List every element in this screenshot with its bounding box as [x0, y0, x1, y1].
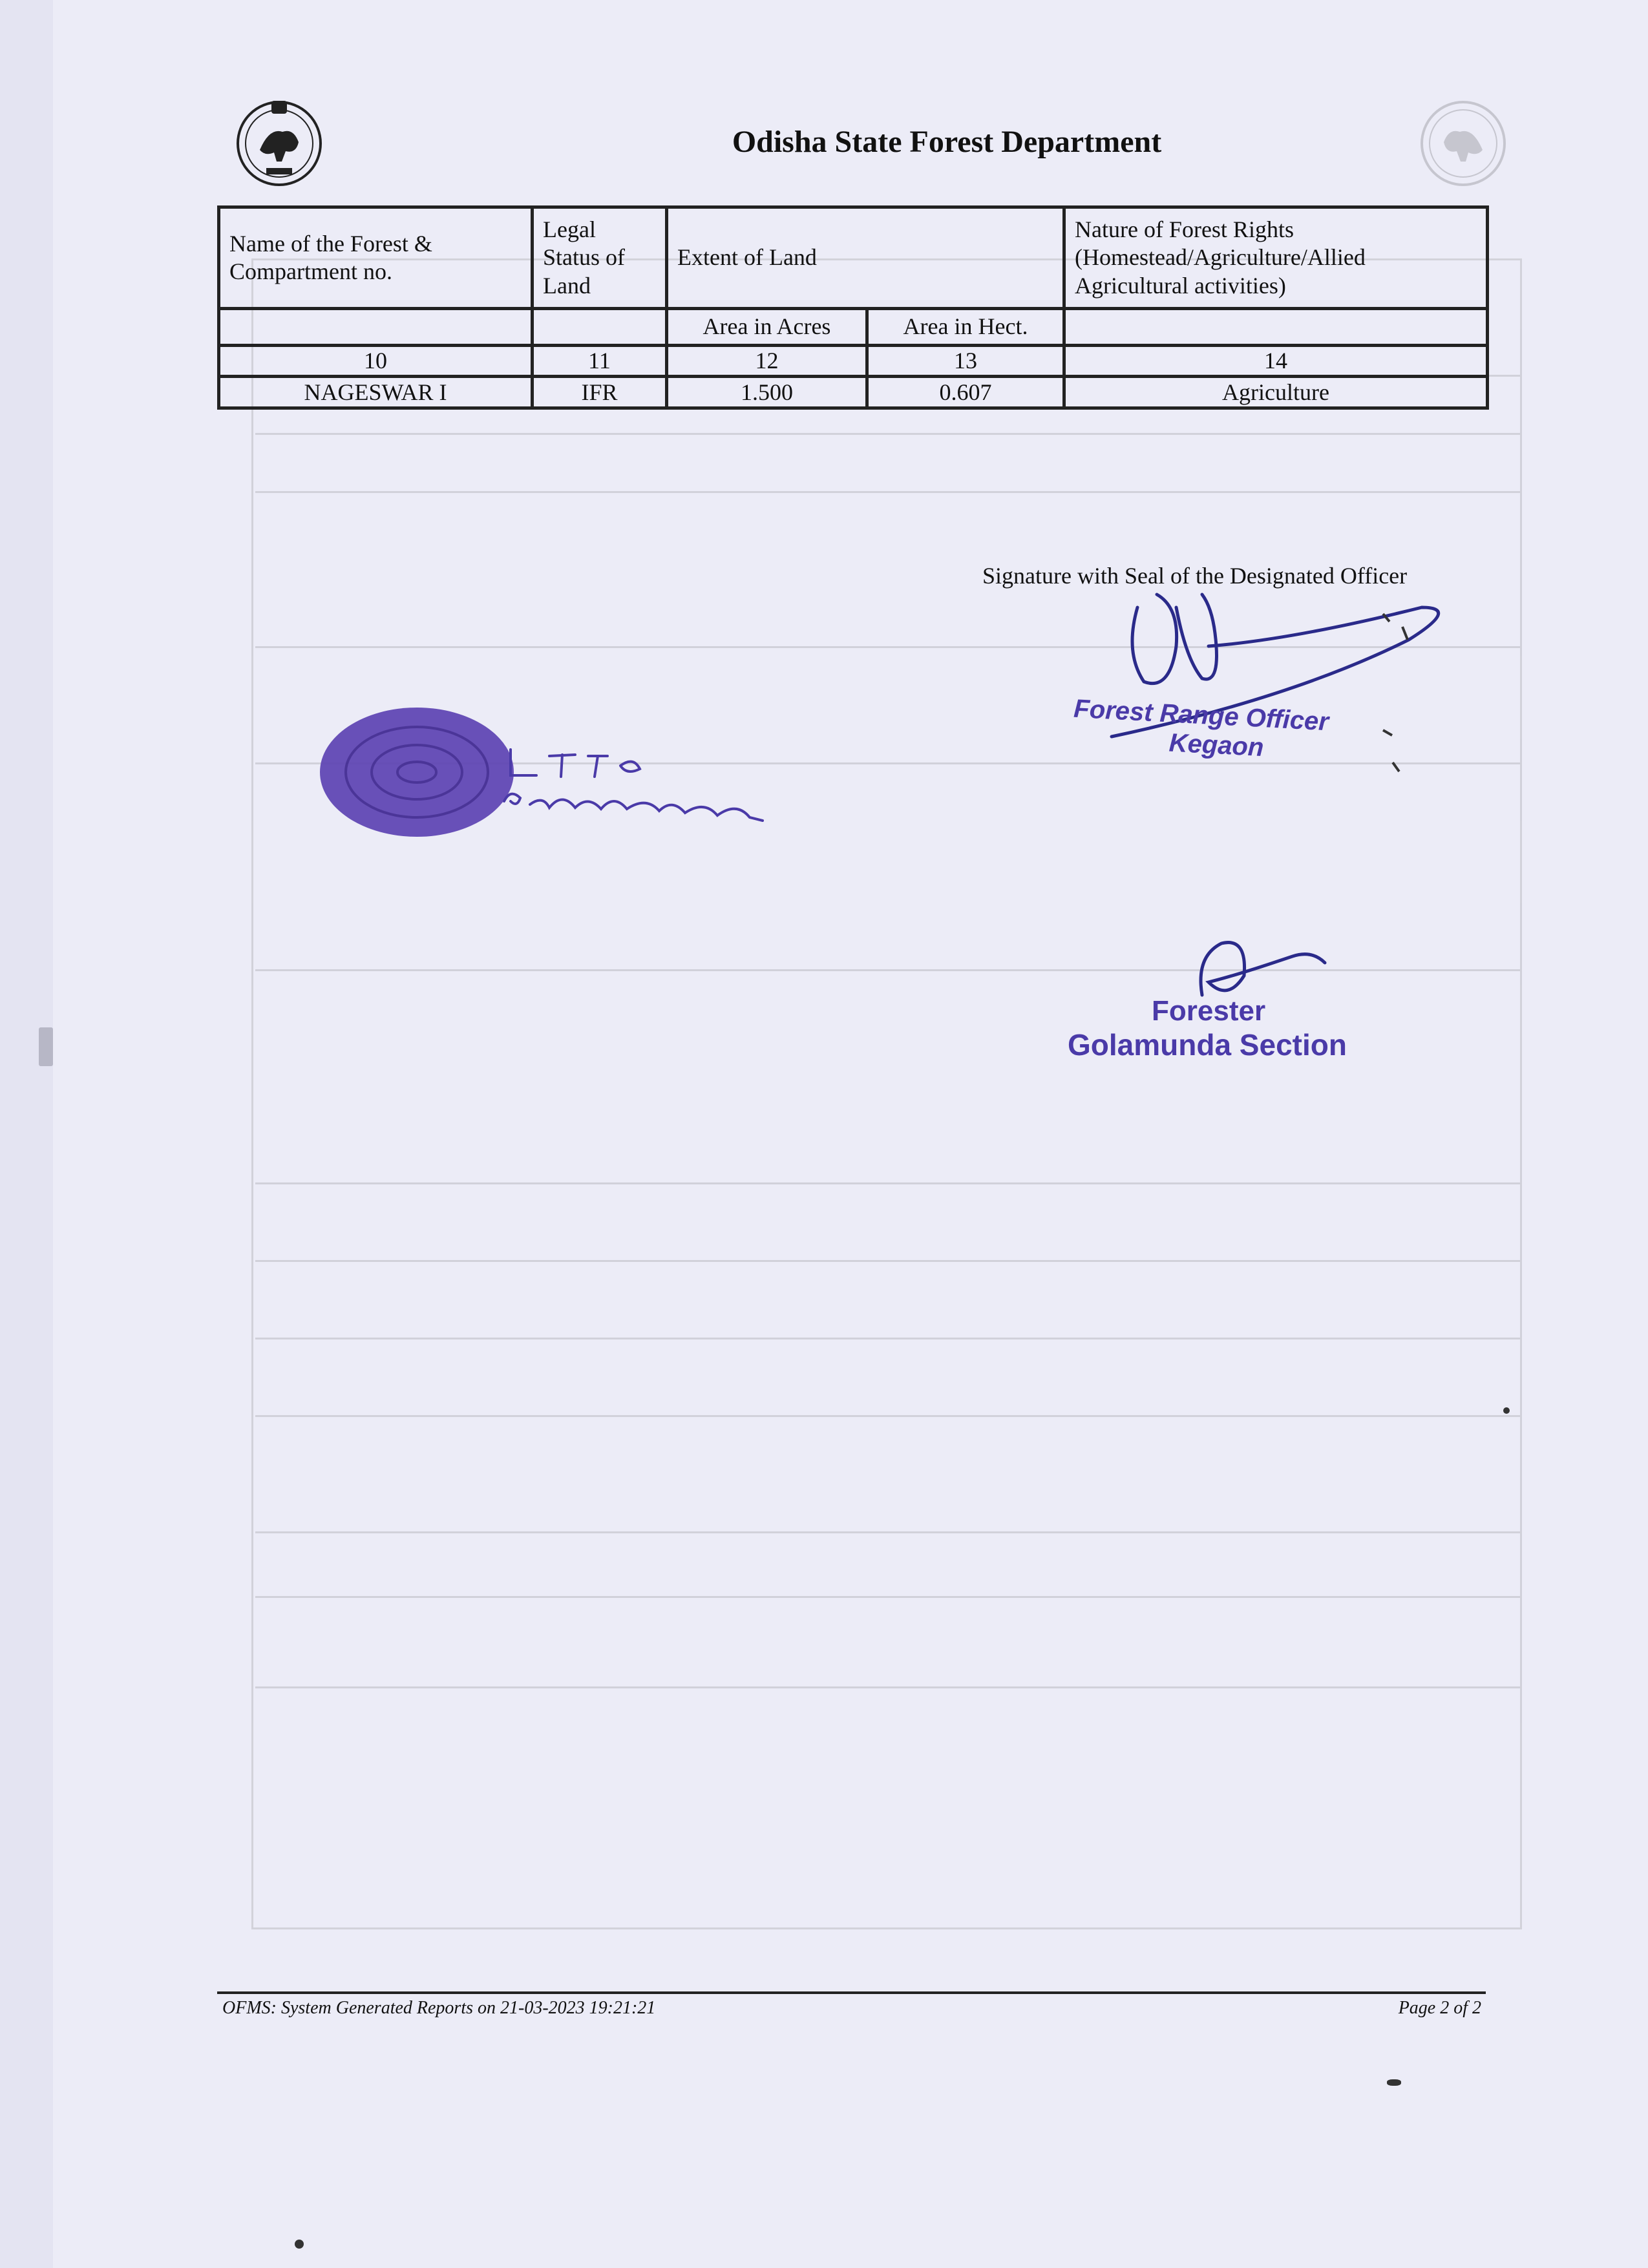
ink-speck — [1503, 1407, 1510, 1414]
header-area-acres: Area in Acres — [667, 309, 867, 346]
ink-speck — [295, 2240, 304, 2249]
column-number-row — [219, 346, 1488, 377]
column-number: 10 — [219, 346, 533, 377]
header-forest-name: Name of the Forest & Compartment no. — [219, 207, 533, 309]
column-number: 11 — [533, 346, 667, 377]
thumb-impression-handwriting — [491, 737, 801, 834]
page-title: Odisha State Forest Department — [732, 125, 1162, 159]
footer-report-info: OFMS: System Generated Reports on 21-03-2023 19:21:21 — [222, 1998, 656, 2018]
signature-caption: Signature with Seal of the Designated Officer — [982, 563, 1408, 589]
ink-speck — [1387, 2079, 1401, 2086]
header-area-hect: Area in Hect. — [867, 309, 1064, 346]
table-row — [219, 377, 1488, 408]
odisha-emblem-icon — [234, 92, 324, 189]
stamp-title: Forester — [1152, 995, 1266, 1027]
stamp-location: Kegaon — [1168, 728, 1265, 762]
cell-area-hect: 0.607 — [867, 377, 1064, 408]
stamp-location: Golamunda Section — [1068, 1028, 1347, 1062]
column-number: 12 — [667, 346, 867, 377]
table-subheader-row — [219, 309, 1488, 346]
column-number: 13 — [867, 346, 1064, 377]
binding-mark — [39, 1027, 53, 1066]
cell-nature-of-rights: Agriculture — [1064, 377, 1488, 408]
cell-legal-status: IFR — [533, 377, 667, 408]
forest-rights-table — [217, 205, 1489, 410]
header-nature-of-rights: Nature of Forest Rights (Homestead/Agriculture/Allied Agricultural activities) — [1064, 207, 1488, 309]
header-extent-of-land: Extent of Land — [667, 207, 1064, 309]
cell-area-acres: 1.500 — [667, 377, 867, 408]
cell-forest-name: NAGESWAR I — [219, 377, 533, 408]
column-number: 14 — [1064, 346, 1488, 377]
stamp-title: Forest Range Officer — [1073, 694, 1330, 737]
footer-page-number: Page 2 of 2 — [1398, 1998, 1481, 2018]
header-legal-status: Legal Status of Land — [533, 207, 667, 309]
footer-divider — [217, 1991, 1486, 1994]
forester-stamp — [1068, 995, 1347, 1062]
table-header-row — [219, 207, 1488, 309]
